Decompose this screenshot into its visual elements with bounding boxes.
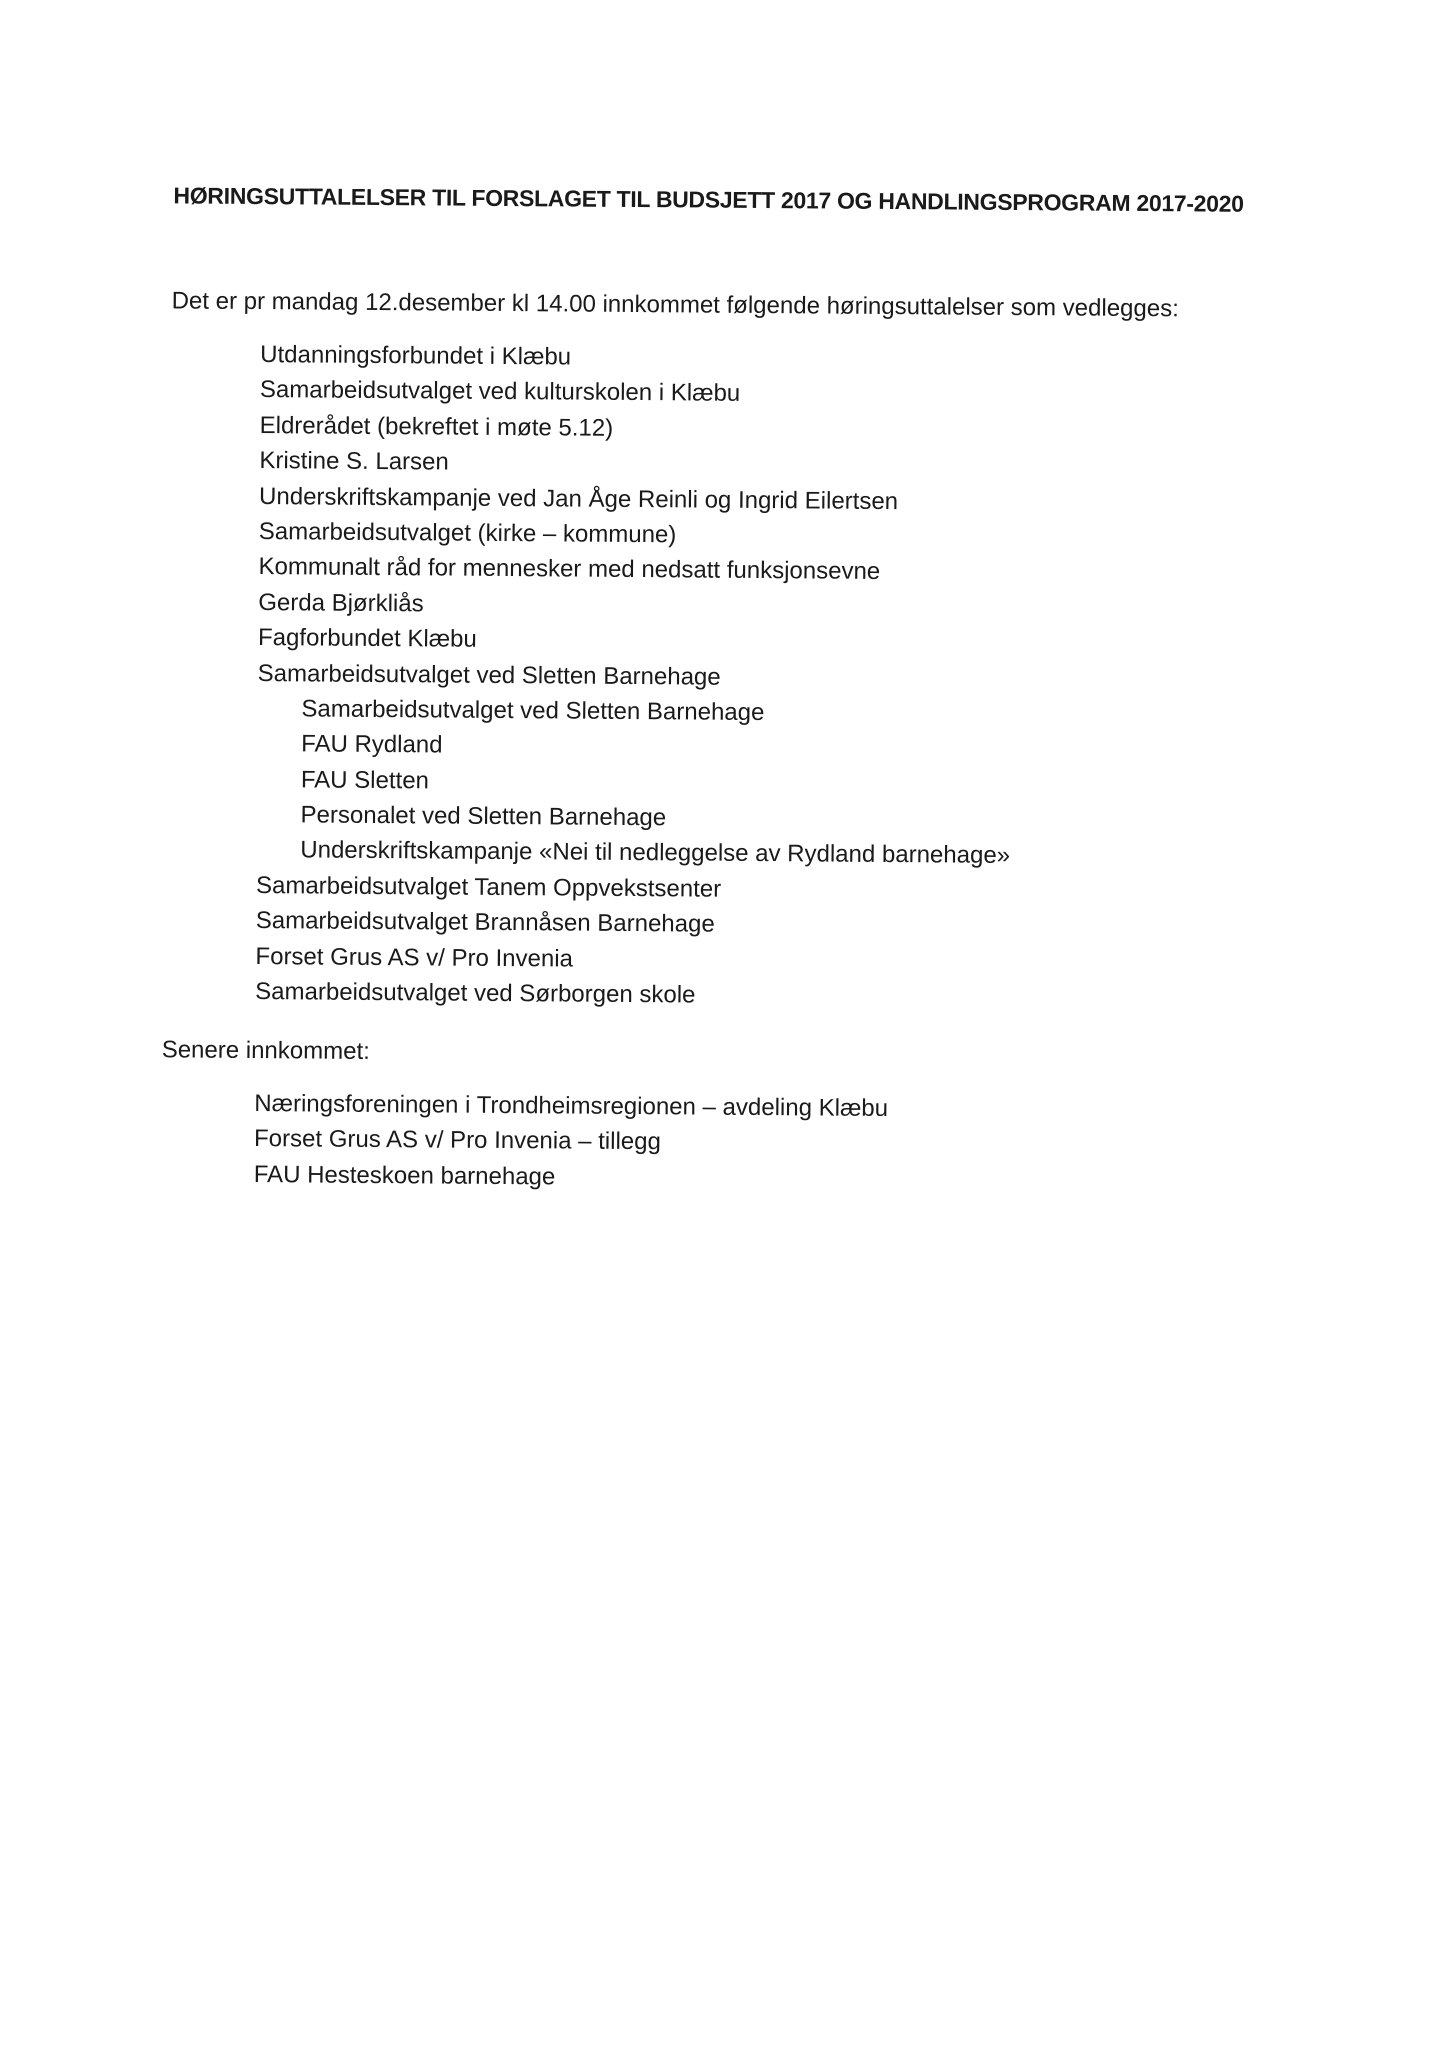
sub-item-text: FAU Sletten <box>300 766 430 795</box>
item-text: Kristine S. Larsen <box>259 447 449 476</box>
item-text: Samarbeidsutvalget Tanem Oppvekstsenter <box>255 871 722 903</box>
item-text: Utdanningsforbundet i Klæbu <box>260 341 572 371</box>
item-text: Forset Grus AS v/ Pro Invenia <box>255 942 574 973</box>
item-text: Forset Grus AS v/ Pro Invenia – tillegg <box>253 1125 662 1156</box>
sub-item-text: Underskriftskampanje «Nei til nedleggelse av Rydland barnehage» <box>300 836 1011 870</box>
item-text: FAU Hesteskoen barnehage <box>253 1160 556 1191</box>
item-text: Samarbeidsutvalget (kirke – kommune) <box>258 518 677 549</box>
item-text: Eldrerådet (bekreftet i møte 5.12) <box>259 411 614 442</box>
item-text: Samarbeidsutvalget ved Sletten Barnehage <box>257 659 721 691</box>
item-text: Samarbeidsutvalget ved kulturskolen i Klæbu <box>259 376 741 408</box>
item-text: Næringsforeningen i Trondheimsregionen – avdeling Klæbu <box>254 1090 889 1123</box>
item-text: Kommunalt råd for mennesker med nedsatt funksjonsevne <box>258 553 881 586</box>
item-text: Underskriftskampanje ved Jan Åge Reinli og Ingrid Eilertsen <box>259 482 899 515</box>
sub-item-text: Personalet ved Sletten Barnehage <box>300 801 667 832</box>
item-text: Samarbeidsutvalget Brannåsen Barnehage <box>255 907 715 938</box>
sub-item-text: FAU Rydland <box>301 730 443 759</box>
intro-paragraph: Det er pr mandag 12.desember kl 14.00 innkommet følgende høringsuttalelser som vedlegges: <box>171 287 1179 323</box>
item-text: Fagforbundet Klæbu <box>257 624 477 653</box>
document-title: HØRINGSUTTALELSER TIL FORSLAGET TIL BUDSJETT 2017 OG HANDLINGSPROGRAM 2017-2020 <box>173 182 1244 217</box>
later-heading: Senere innkommet: <box>161 1036 370 1065</box>
item-text: Samarbeidsutvalget ved Sørborgen skole <box>255 978 696 1009</box>
sub-item-text: Samarbeidsutvalget ved Sletten Barnehage <box>301 695 765 726</box>
item-text: Gerda Bjørkliås <box>258 588 424 618</box>
